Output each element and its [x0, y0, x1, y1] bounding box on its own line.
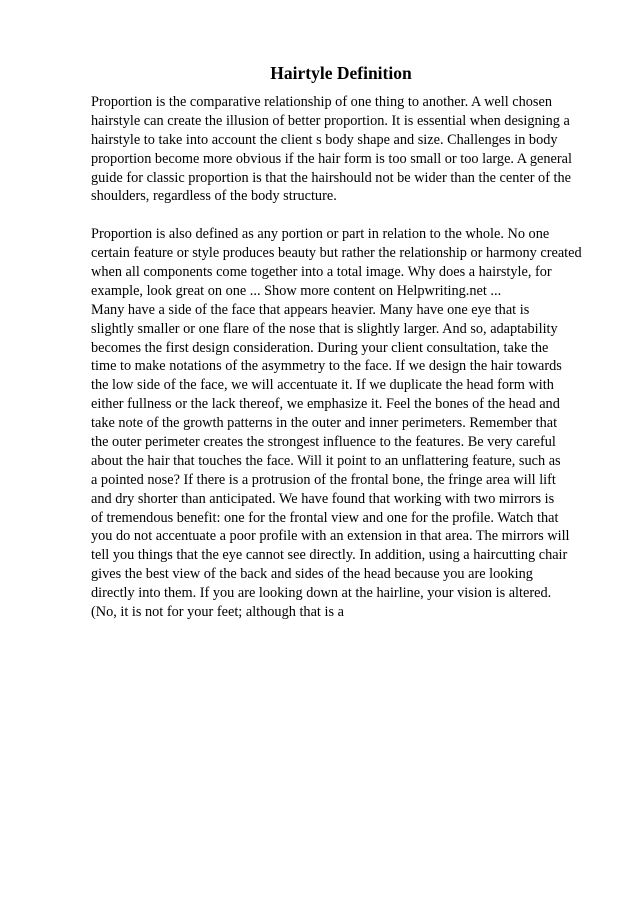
text-line: directly into them. If you are looking down at the hairline, your vision is altered. — [91, 585, 552, 602]
text-line: of tremendous benefit: one for the frontal view and one for the profile. Watch that — [91, 509, 559, 526]
text-line: guide for classic proportion is that the hairshould not be wider than the center of the — [91, 169, 571, 186]
text-line: Proportion is the comparative relationship of one thing to another. A well chosen — [91, 94, 552, 110]
text-line: and dry shorter than anticipated. We have found that working with two mirrors is — [91, 490, 555, 507]
text-line: when all components come together into a total image. Why does a hairstyle, for — [91, 264, 552, 281]
text-line: either fullness or the lack thereof, we emphasize it. Feel the bones of the head and — [91, 396, 560, 413]
document-title: Hairtyle Definition — [270, 63, 412, 83]
text-line: becomes the first design consideration. During your client consultation, take the — [91, 339, 549, 356]
text-line: (No, it is not for your feet; although that is a — [91, 604, 344, 621]
paragraph-2 — [91, 225, 591, 622]
text-line: certain feature or style produces beauty but rather the relationship or harmony created — [91, 245, 582, 262]
text-line: time to make notations of the asymmetry to the face. If we design the hair towards — [91, 358, 562, 375]
text-line: Proportion is also defined as any portion or part in relation to the whole. No one — [91, 226, 550, 243]
text-line: the low side of the face, we will accentuate it. If we duplicate the head form with — [91, 377, 554, 394]
text-line: hairstyle can create the illusion of better proportion. It is essential when designing a — [91, 112, 570, 129]
text-line: the outer perimeter creates the strongest influence to the features. Be very careful — [91, 434, 556, 451]
paragraph-gap — [91, 206, 591, 225]
text-line: take note of the growth patterns in the outer and inner perimeters. Remember that — [91, 415, 558, 432]
text-line: you do not accentuate a poor profile with an extension in that area. The mirrors will — [91, 528, 570, 545]
text-line: proportion become more obvious if the hair form is too small or too large. A general — [91, 150, 572, 167]
text-line: about the hair that touches the face. Will it point to an unflattering feature, such as — [91, 452, 561, 469]
text-line: example, look great on one ... Show more content on Helpwriting.net ... — [91, 282, 502, 299]
paragraph-1 — [91, 93, 591, 206]
document-body — [91, 93, 591, 622]
text-line: tell you things that the eye cannot see directly. In addition, using a haircutting chair — [91, 547, 568, 564]
text-line: gives the best view of the back and sides of the head because you are looking — [91, 566, 533, 583]
text-line: Many have a side of the face that appears heavier. Many have one eye that is — [91, 301, 530, 318]
text-line: a pointed nose? If there is a protrusion of the frontal bone, the fringe area will lift — [91, 471, 556, 488]
text-line: shoulders, regardless of the body structure. — [91, 188, 337, 205]
text-line: hairstyle to take into account the client s body shape and size. Challenges in body — [91, 131, 558, 148]
text-line: slightly smaller or one flare of the nose that is slightly larger. And so, adaptability — [91, 320, 558, 337]
document-page — [91, 60, 591, 622]
